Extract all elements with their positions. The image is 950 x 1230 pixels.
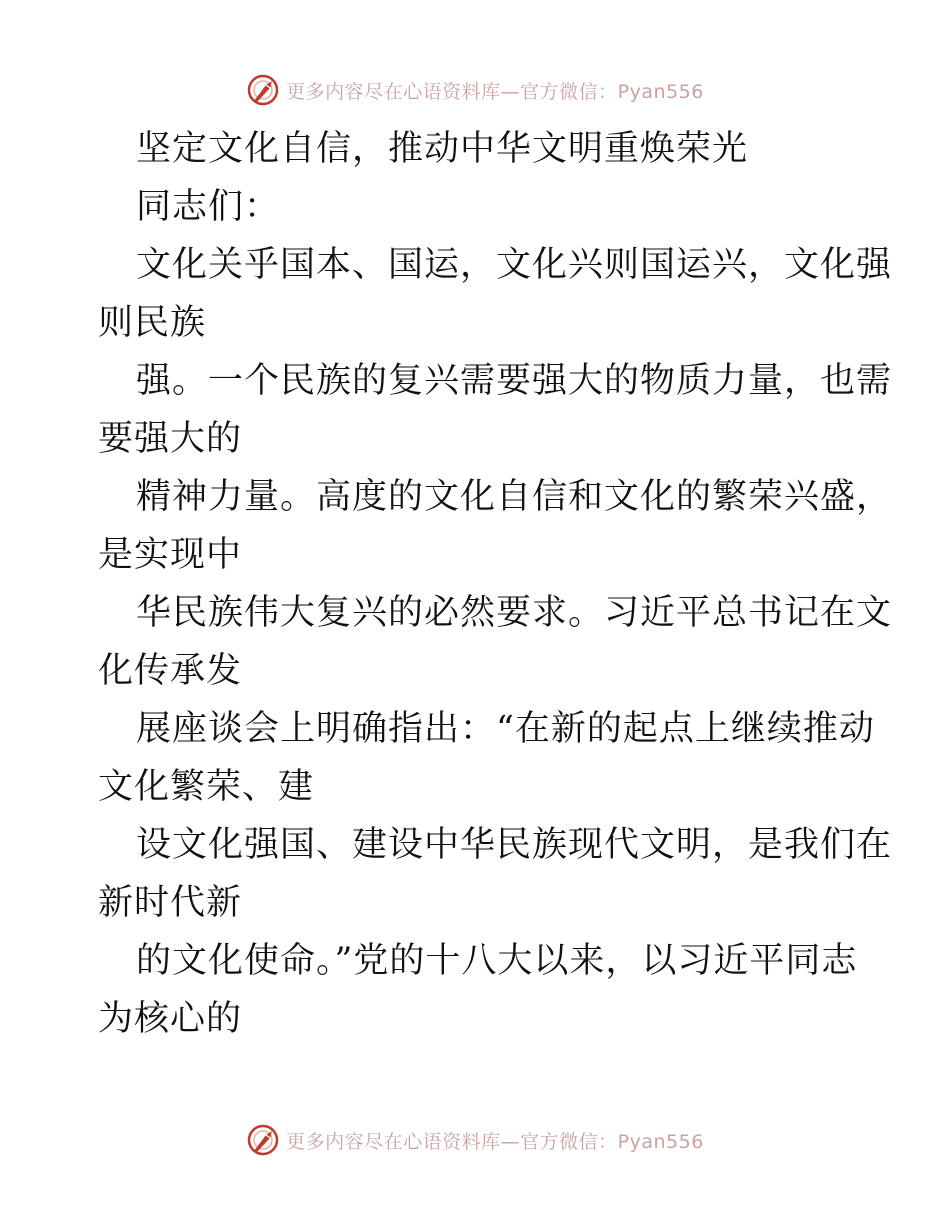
body-line: 精神力量。高度的文化自信和文化的繁荣兴盛， [136, 477, 893, 517]
salutation: 同志们： [136, 187, 281, 227]
body-line: 则民族 [98, 303, 207, 343]
pen-nib-logo-icon [246, 1123, 280, 1157]
body-line: 新时代新 [98, 883, 243, 923]
body-line: 化传承发 [98, 651, 243, 691]
header-watermark-text: 更多内容尽在心语资料库—官方微信：Pyan556 [286, 80, 704, 103]
body-line: 文化关乎国本、国运，文化兴则国运兴，文化强 [136, 245, 893, 285]
body-line: 华民族伟大复兴的必然要求。习近平总书记在文 [136, 593, 893, 633]
body-line: 设文化强国、建设中华民族现代文明，是我们在 [136, 825, 893, 865]
header-watermark [0, 70, 950, 110]
body-line: 文化繁荣、建 [98, 767, 315, 807]
document-body [98, 120, 893, 1048]
body-line: 展座谈会上明确指出：“在新的起点上继续推动 [136, 709, 875, 749]
body-line: 的文化使命。”党的十八大以来，以习近平同志 [136, 941, 858, 981]
footer-watermark [0, 1120, 950, 1160]
footer-watermark-text: 更多内容尽在心语资料库—官方微信：Pyan556 [286, 1130, 704, 1153]
document-title: 坚定文化自信，推动中华文明重焕荣光 [136, 129, 749, 169]
body-line: 要强大的 [98, 419, 243, 459]
pen-nib-logo-icon [246, 73, 280, 107]
body-line: 为核心的 [98, 999, 243, 1039]
body-line: 强。一个民族的复兴需要强大的物质力量，也需 [136, 361, 893, 401]
body-line: 是实现中 [98, 535, 243, 575]
